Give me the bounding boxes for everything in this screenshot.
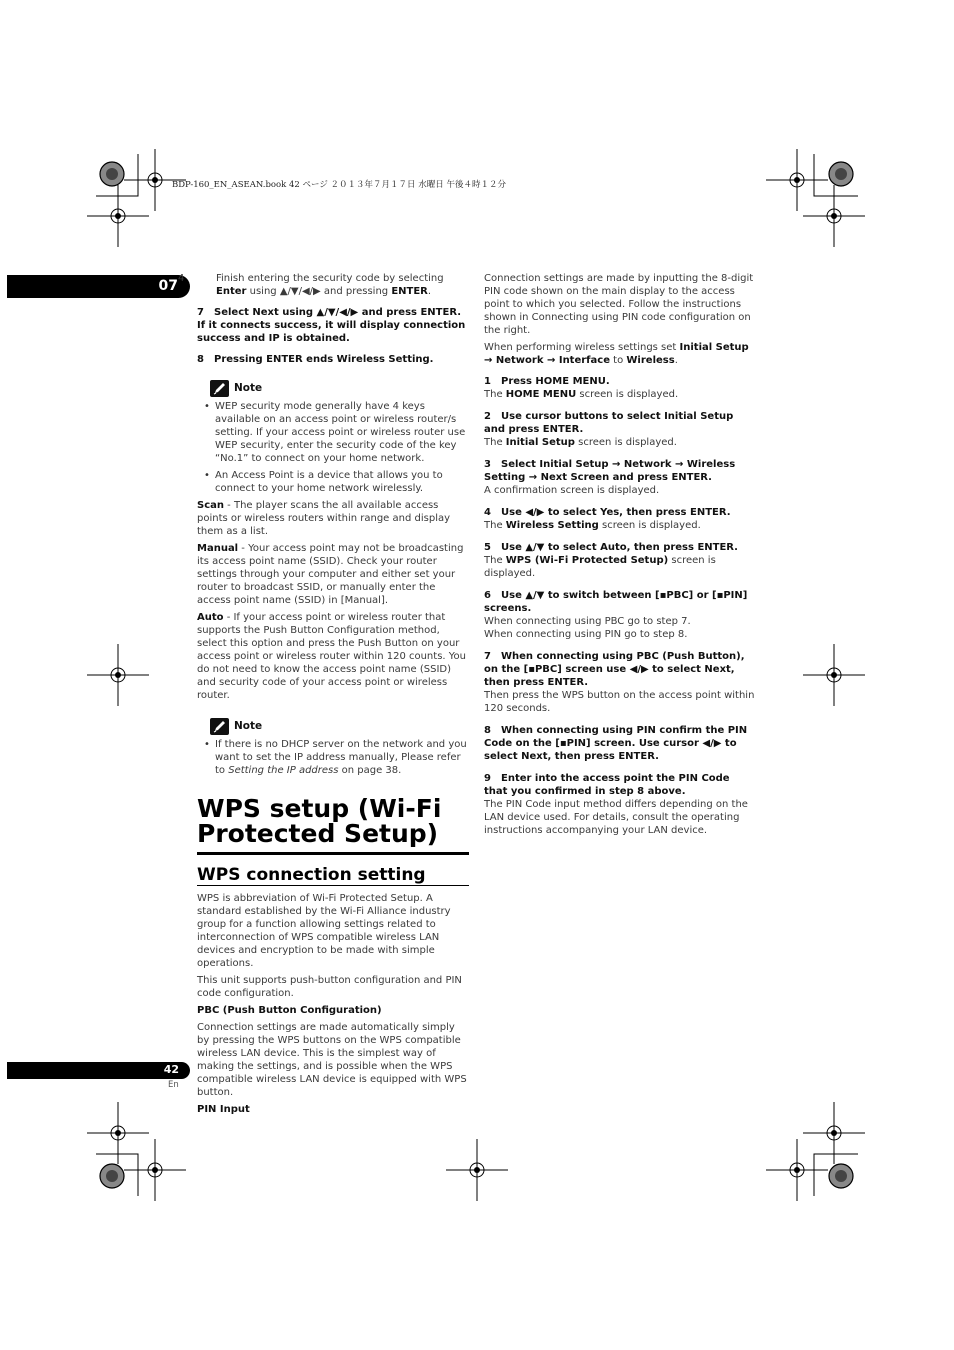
chapter-tab [7,275,190,298]
pbc-heading: PBC (Push Button Configuration) [197,1005,382,1016]
step-8: 8 Pressing ENTER ends Wireless Setting. [197,354,434,365]
step-heading: 8 When connecting using PIN confirm the PIN Code on the [▪PIN] screen. Use cursor ◀/▶ to select Next, then press ENTER. [484,725,748,762]
step-7: 7 Select Next using ▲/▼/◀/▶ and press ENTER. If it connects success, it will display connection success and IP is obtained. [197,307,466,344]
step-heading: 5 Use ▲/▼ to select Auto, then press ENTER. [484,542,738,553]
step-item [484,724,756,763]
step-heading: 4 Use ◀/▶ to select Yes, then press ENTER. [484,507,731,518]
list-item: • An Access Point is a device that allows you to connect to your home network wirelessly. [215,469,469,495]
step-item [484,650,756,715]
pin-heading: PIN Input [197,1104,250,1115]
step-result: A confirmation screen is displayed. [484,485,660,496]
chapter-number: 07 [158,278,178,294]
pencil-note-icon [210,718,229,735]
step-list [484,375,756,837]
manual-definition: Manual - Your access point may not be broadcasting its access point name (SSID). Check your router settings through your computer and either set your router to broadcast SSID, or manually enter the access point name (SSID) in [Manual]. [197,543,464,606]
list-item: • If there is no DHCP server on the network and you want to set the IP address manually, Please refer to Setting the IP address on page 38. [215,738,469,777]
paragraph: WPS is abbreviation of Wi-Fi Protected Setup. A standard established by the Wi-Fi Alliance industry group for a function allowing settings related to interconnection of WPS compatible wireless LAN devices and encryption to be made with simple operations. [197,893,451,969]
step-item [484,589,756,641]
note-heading: Note [210,380,469,397]
step-heading: 1 Press HOME MENU. [484,376,610,387]
step-heading: 2 Use cursor buttons to select Initial Setup and press ENTER. [484,411,734,435]
left-column [178,272,469,1120]
pencil-note-icon [210,380,229,397]
note-heading: Note [210,718,469,735]
step-result: The HOME MENU screen is displayed. [484,389,679,400]
scan-definition: Scan - The player scans the all available access points or wireless routers within range and display them as a list. [197,500,451,537]
step-item [484,375,756,401]
step-4: 4 Finish entering the security code by selecting Enter using ▲/▼/◀/▶ and pressing ENTER. [178,273,444,297]
subsection-title: WPS connection setting [197,865,426,885]
step-result: The Wireless Setting screen is displayed. [484,520,701,531]
auto-definition: Auto - If your access point or wireless router that supports the Push Button Configuration method, select this option and press the Push Button on your access point or wireless router within 120 counts. You do not need to know the access point name (SSID) and security code of your access point or wireless router. [197,612,466,701]
paragraph: Connection settings are made by inputting the 8-digit PIN code shown on the main display to the access point to which you selected. Follow the instructions shown in Connecting using PIN code configuration on the right. [484,273,754,336]
step-item [484,506,756,532]
paragraph: This unit supports push-button configuration and PIN code configuration. [197,975,462,999]
print-header: BDP-160_EN_ASEAN.book 42 ページ ２０１３年７月１７日 水曜日 午後４時１２分 [172,180,506,190]
subtitle-rule [197,885,469,886]
page-number: 42 [163,1063,179,1076]
paragraph: Connection settings are made automatically simply by pressing the WPS buttons on the WPS compatible wireless LAN device. This is the simplest way of making the settings, and is possible when the WPS compatible wireless LAN device is equipped with WPS button. [197,1022,467,1098]
step-result: The PIN Code input method differs depending on the LAN device used. For details, consult the operating instructions accompanying your LAN device. [484,799,748,836]
step-heading: 9 Enter into the access point the PIN Code that you confirmed in step 8 above. [484,773,730,797]
page-tab [7,1062,190,1079]
step-result: When connecting using PBC go to step 7. When connecting using PIN go to step 8. [484,616,691,640]
step-heading: 7 When connecting using PBC (Push Button), on the [▪PBC] screen use ◀/▶ to select Next, then press ENTER. [484,651,745,688]
note-list [197,400,469,495]
right-column [484,272,756,841]
step-heading: 3 Select Initial Setup → Network → Wireless Setting → Next Screen and press ENTER. [484,459,736,483]
page-language: En [168,1080,179,1090]
step-item [484,410,756,449]
section-title: WPS setup (Wi-Fi Protected Setup) [197,794,442,848]
step-result: The Initial Setup screen is displayed. [484,437,677,448]
paragraph: When performing wireless settings set Initial Setup → Network → Interface to Wireless. [484,342,749,366]
step-result: The WPS (Wi-Fi Protected Setup) screen is displayed. [484,555,716,579]
step-item [484,541,756,580]
list-item: • WEP security mode generally have 4 keys available on an access point or wireless router/s setting. If your access point or wireless router use WEP security, enter the security code of the key “No.1” to connect on your home network. [215,400,469,465]
note-list [197,738,469,777]
step-item [484,458,756,497]
title-rule [197,852,469,855]
step-result: Then press the WPS button on the access point within 120 seconds. [484,690,755,714]
step-heading: 6 Use ▲/▼ to switch between [▪PBC] or [▪PIN] screens. [484,590,748,614]
step-item [484,772,756,837]
